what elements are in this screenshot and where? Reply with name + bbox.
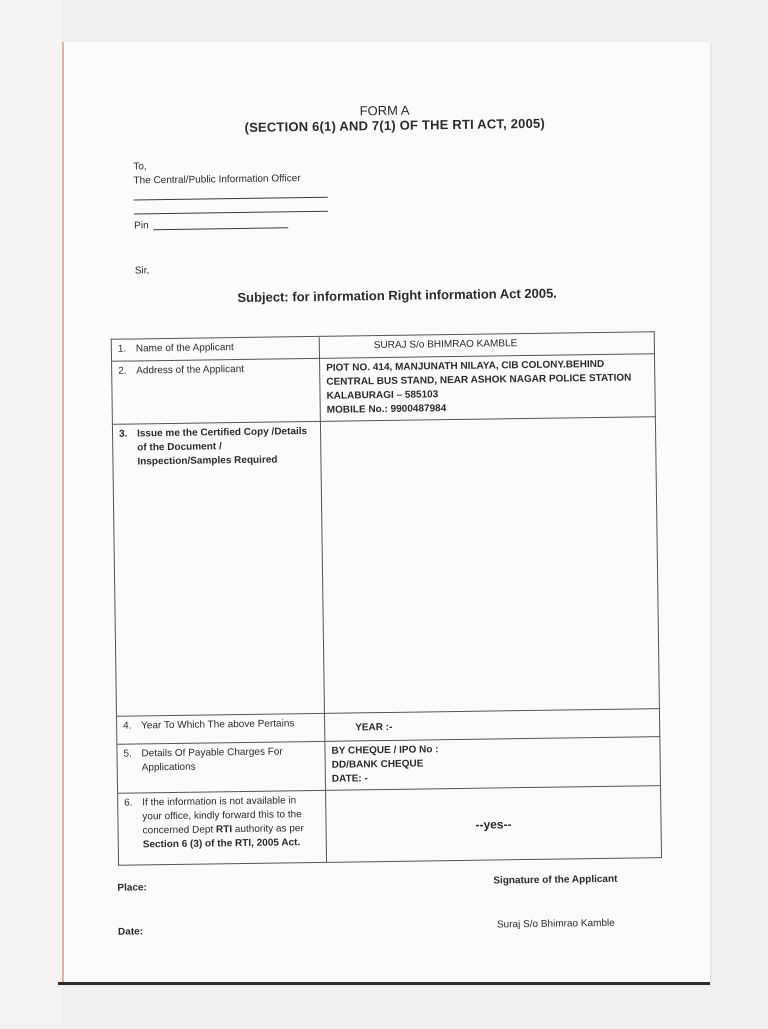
row-value-cell [320,354,656,422]
pin-label: Pin [134,220,149,232]
payment-details-value: BY CHEQUE / IPO No : DD/BANK CHEQUE DATE: - [331,744,439,785]
applicant-address-value: PIOT NO. 414, MANJUNATH NILAYA, CIB COLONY.BEHIND CENTRAL BUS STAND, NEAR ASHOK NAGAR POLICE STATION KALABURAGI – 585103 MOBILE No.: 9900487984 [326,358,632,416]
date-label: Date: [117,926,144,938]
addressee-to: To, [133,161,147,173]
forward-consent-value: --yes-- [475,816,512,832]
address-blank-line-1 [134,197,328,201]
row-number: 2. [118,365,127,377]
signature-label: Signature of the Applicant [493,873,618,887]
row-label-cell [112,358,321,424]
row-label: Details Of Payable Charges For Applications [141,746,283,774]
row-label: Name of the Applicant [135,342,234,355]
pin-blank-line [153,227,288,230]
form-subtitle: (SECTION 6(1) AND 7(1) OF THE RTI ACT, 2005) [244,115,546,135]
row-label: Issue me the Certified Copy /Details of the Document / Inspection/Samples Required [136,426,308,468]
addressee-officer: The Central/Public Information Officer [133,173,301,187]
signature-name: Suraj S/o Bhimrao Kamble [496,917,615,931]
row-label: If the information is not available in your office, kindly forward this to the concerned Dept RTI authority as per Section 6 (3) of the RTI, 2005 Act. [142,795,304,851]
row-number: 6. [124,797,133,809]
subject-line: Subject: for information Right information Act 2005. [237,285,557,306]
applicant-name-value: SURAJ S/o BHIMRAO KAMBLE [373,338,518,352]
row-number: 1. [117,343,127,355]
row-value-cell [326,786,662,863]
table-row [118,786,662,866]
row-number: 5. [123,748,132,760]
row-label-cell [118,790,327,865]
row-label-cell [112,421,324,716]
row-number: 3. [118,428,128,440]
table-row [112,417,659,717]
row-label-cell [116,713,324,744]
table-row [117,737,661,794]
address-blank-line-2 [134,211,328,215]
row-number: 4. [123,720,132,732]
row-label-cell [111,336,319,361]
table-row [112,354,656,425]
year-value: YEAR :- [355,721,393,734]
row-value-cell [325,737,661,791]
salutation: Sir, [134,265,150,277]
row-label-cell [117,741,326,793]
row-label: Address of the Applicant [136,363,245,377]
form-title: FORM A [359,102,410,119]
place-label: Place: [117,882,147,894]
row-label: Year To Which The above Pertains [141,718,295,732]
application-table [111,331,662,866]
row-value-cell [320,417,659,714]
